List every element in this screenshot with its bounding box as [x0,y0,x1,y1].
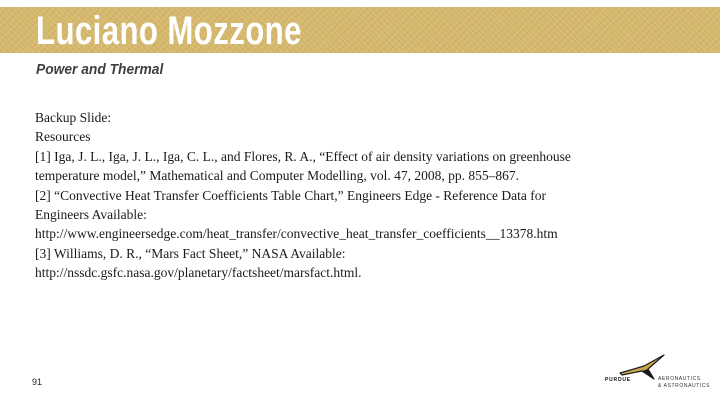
reference-line: temperature model,” Mathematical and Computer Modelling, vol. 47, 2008, pp. 855–867. [35,168,520,184]
page-number: 91 [32,377,43,387]
slide-subtitle: Power and Thermal [36,61,164,78]
reference-line: Engineers Available: [35,207,147,223]
logo-right-text [658,376,710,390]
purdue-logo [604,352,720,402]
body-line: Resources [35,129,91,145]
slide-body [35,108,715,283]
logo-left-text: PURDUE [605,377,631,383]
body-line: Backup Slide: [35,110,112,125]
reference-line: [3] Williams, D. R., “Mars Fact Sheet,” NASA Available: [35,245,346,261]
logo-right-line: & ASTRONAUTICS [658,383,711,389]
logo-right-line: AERONAUTICS [658,376,701,382]
reference-line: [2] “Convective Heat Transfer Coefficients Table Chart,” Engineers Edge - Reference Data for [35,187,546,203]
reference-line: [1] Iga, J. L., Iga, J. L., Iga, C. L., and Flores, R. A., “Effect of air density variations on greenhouse [35,148,571,164]
reference-url: http://www.engineersedge.com/heat_transfer/convective_heat_transfer_coefficients__13378.htm [35,226,558,242]
reference-url: http://nssdc.gsfc.nasa.gov/planetary/factsheet/marsfact.html. [35,265,362,281]
slide-title: Luciano Mozzone [36,9,302,53]
